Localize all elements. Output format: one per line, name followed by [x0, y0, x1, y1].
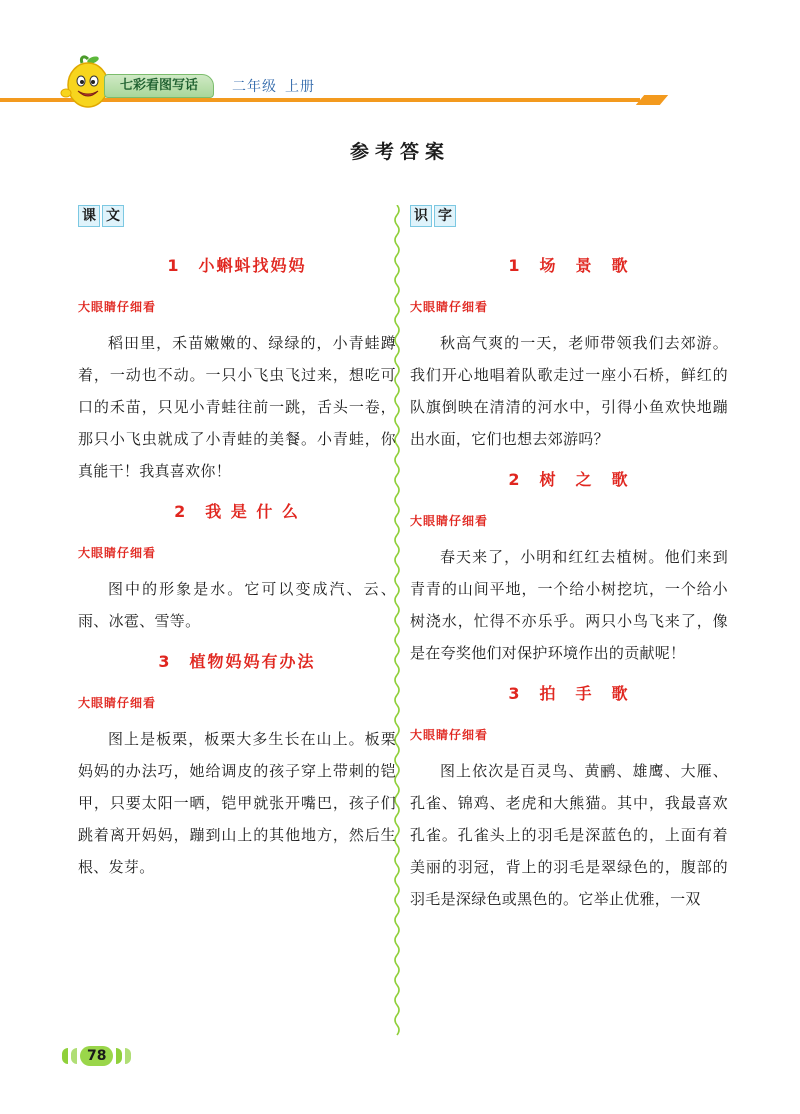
header-rule-tip	[636, 95, 668, 105]
chevron-left-icon	[71, 1048, 77, 1064]
chevron-left-icon	[62, 1048, 68, 1064]
page-number-value: 78	[80, 1046, 113, 1066]
answer-paragraph: 图上依次是百灵鸟、黄鹂、雄鹰、大雁、孔雀、锦鸡、老虎和大熊猫。其中，我最喜欢孔雀。孔雀头上的羽毛是深蓝色的，上面有着美丽的羽冠，背上的羽毛是翠绿色的，腹部的羽毛是深绿色或黑色的。它举止优雅，一双	[410, 762, 728, 908]
lesson-title: 1 场 景 歌	[508, 256, 630, 275]
lesson-subheading: 大眼睛仔细看	[78, 696, 157, 710]
grade-label	[232, 76, 323, 96]
tag-char: 字	[434, 205, 456, 227]
volume-text: 上册	[285, 79, 315, 95]
tag-char: 文	[102, 205, 124, 227]
lesson-subheading: 大眼睛仔细看	[78, 546, 157, 560]
answer-paragraph: 图上是板栗，板栗大多生长在山上。板栗妈妈的办法巧，她给调皮的孩子穿上带刺的铠甲，只要太阳一晒，铠甲就张开嘴巴，孩子们跳着离开妈妈，蹦到山上的其他地方，然后生根、发芽。	[78, 730, 396, 876]
answer-paragraph: 秋高气爽的一天，老师带领我们去郊游。我们开心地唱着队歌走过一座小石桥，鲜红的队旗倒映在清清的河水中，引得小鱼欢快地蹦出水面，它们也想去郊游吗？	[410, 334, 728, 448]
lesson-title: 3 拍 手 歌	[508, 684, 630, 703]
page-header	[0, 40, 800, 120]
section-tag-kewen	[78, 205, 124, 229]
right-column	[410, 205, 728, 915]
lesson-title: 2 我 是 什 么	[174, 502, 300, 521]
answer-paragraph: 春天来了，小明和红红去植树。他们来到青青的山间平地，一个给小树挖坑，一个给小树浇水，忙得不亦乐乎。两只小鸟飞来了，像是在夸奖他们对保护环境作出的贡献呢！	[410, 548, 728, 662]
answer-paragraph: 稻田里，禾苗嫩嫩的、绿绿的，小青蛙蹲着，一动也不动。一只小飞虫飞过来，想吃可口的禾苗，只见小青蛙往前一跳，舌头一卷，那只小飞虫就成了小青蛙的美餐。小青蛙，你真能干！我真喜欢你！	[78, 334, 396, 480]
series-badge: 七彩看图写话	[104, 74, 214, 98]
section-tag-shizi	[410, 205, 456, 229]
lesson-subheading: 大眼睛仔细看	[410, 728, 489, 742]
lesson-subheading: 大眼睛仔细看	[78, 300, 157, 314]
answer-paragraph: 图中的形象是水。它可以变成汽、云、雨、冰雹、雪等。	[78, 580, 396, 630]
left-column	[78, 205, 396, 883]
grade-text: 二年级	[232, 79, 277, 95]
lesson-subheading: 大眼睛仔细看	[410, 514, 489, 528]
tag-char: 课	[78, 205, 100, 227]
lesson-title: 1 小蝌蚪找妈妈	[167, 256, 307, 275]
chevron-right-icon	[125, 1048, 131, 1064]
lesson-title: 3 植物妈妈有办法	[158, 652, 316, 671]
chevron-right-icon	[116, 1048, 122, 1064]
lesson-title: 2 树 之 歌	[508, 470, 630, 489]
page-number	[62, 1045, 131, 1067]
lesson-subheading: 大眼睛仔细看	[410, 300, 489, 314]
page-title: 参考答案	[349, 141, 450, 163]
tag-char: 识	[410, 205, 432, 227]
